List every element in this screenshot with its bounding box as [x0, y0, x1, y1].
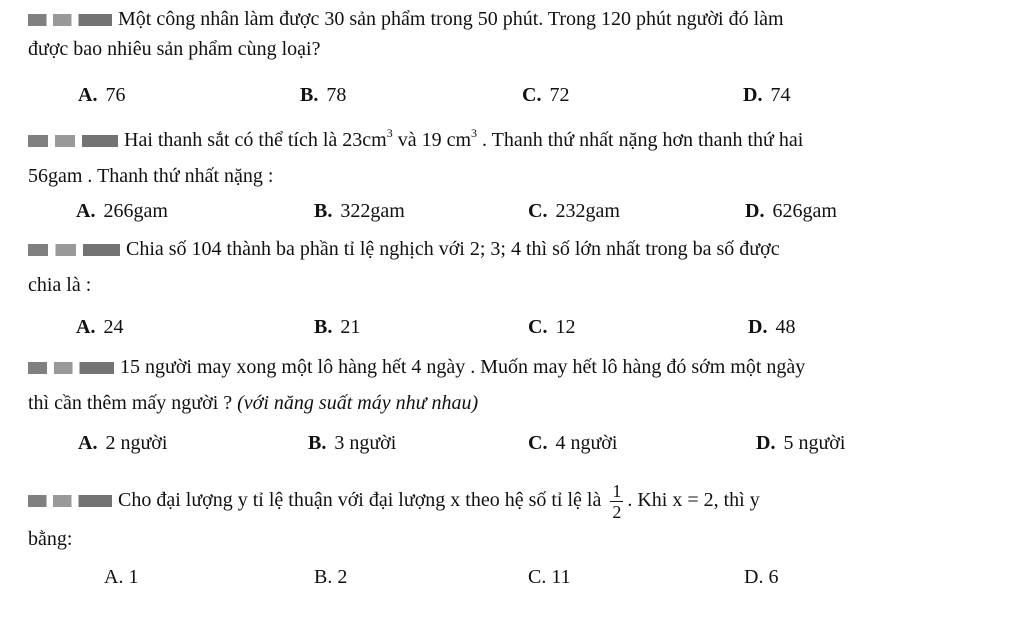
option-text: 78 — [326, 84, 347, 106]
question-3-text: Chia số 104 thành ba phần tỉ lệ nghịch với 2; 3; 4 thì số lớn nhất trong ba số được — [126, 238, 780, 260]
option-key: C. — [528, 566, 547, 588]
question-4-text: 15 người may xong một lô hàng hết 4 ngày . Muốn may hết lô hàng đó sớm một ngày — [120, 356, 806, 378]
question-1-options — [0, 84, 1024, 112]
redacted-label — [28, 14, 112, 26]
question-3 — [28, 234, 1014, 300]
option-a[interactable] — [76, 200, 168, 223]
question-3-options — [0, 316, 1024, 344]
option-text: 2 — [337, 566, 348, 588]
question-5-text-a: Cho đại lượng y tỉ lệ thuận với đại lượng x theo hệ số tỉ lệ là — [118, 489, 602, 511]
redacted-label — [28, 244, 120, 256]
option-key: C. — [528, 200, 548, 222]
question-4-stem-line1 — [28, 352, 1014, 382]
question-5-stem-line2: bằng: — [28, 528, 73, 550]
option-key: C. — [522, 84, 542, 106]
question-2-options — [0, 200, 1024, 228]
redacted-label — [28, 135, 118, 147]
option-text: 76 — [105, 84, 126, 106]
option-text: 12 — [555, 316, 576, 338]
option-text: 72 — [549, 84, 570, 106]
question-4-note: (với năng suất máy như nhau) — [237, 392, 479, 414]
question-2-stem-line1 — [28, 118, 1014, 155]
option-key: C. — [528, 432, 548, 454]
fraction-denominator: 2 — [612, 501, 622, 522]
option-key: A. — [104, 566, 124, 588]
question-5-stem-line1 — [28, 478, 1014, 522]
option-c[interactable] — [528, 200, 620, 223]
redacted-label — [28, 362, 114, 374]
option-c[interactable] — [528, 566, 571, 589]
question-1-stem-line2: được bao nhiêu sản phẩm cùng loại? — [28, 38, 321, 60]
option-key: B. — [300, 84, 319, 106]
option-key: D. — [743, 84, 763, 106]
question-2-text-c: . Thanh thứ nhất nặng hơn thanh thứ hai — [477, 129, 804, 151]
option-key: A. — [76, 316, 96, 338]
question-5-text-c: . Khi x = 2, thì y — [627, 489, 760, 511]
question-1 — [28, 4, 1014, 64]
option-text: 5 người — [783, 432, 846, 454]
option-b[interactable] — [308, 432, 396, 455]
option-key: B. — [314, 566, 333, 588]
option-d[interactable] — [745, 200, 837, 223]
question-4-stem-line2 — [28, 388, 1014, 418]
option-key: B. — [314, 200, 333, 222]
option-key: D. — [744, 566, 764, 588]
option-a[interactable] — [78, 84, 125, 107]
option-d[interactable] — [748, 316, 795, 339]
option-a[interactable] — [104, 566, 138, 589]
option-d[interactable] — [756, 432, 845, 455]
option-key: D. — [756, 432, 776, 454]
option-key: A. — [76, 200, 96, 222]
option-text: 266gam — [103, 200, 168, 222]
fraction-numerator: 1 — [612, 480, 622, 501]
option-b[interactable] — [314, 566, 347, 589]
option-text: 322gam — [340, 200, 405, 222]
option-text: 74 — [770, 84, 791, 106]
exponent: 3 — [386, 126, 393, 140]
question-2-stem-line2: 56gam . Thanh thứ nhất nặng : — [28, 165, 274, 187]
option-c[interactable] — [528, 432, 617, 455]
option-key: A. — [78, 432, 98, 454]
question-1-stem-line1 — [28, 4, 1014, 34]
option-b[interactable] — [314, 316, 360, 339]
option-c[interactable] — [528, 316, 575, 339]
exponent: 3 — [471, 126, 478, 140]
option-key: D. — [745, 200, 765, 222]
option-a[interactable] — [76, 316, 123, 339]
option-text: 232gam — [555, 200, 620, 222]
option-text: 21 — [340, 316, 361, 338]
option-key: C. — [528, 316, 548, 338]
option-b[interactable] — [314, 200, 405, 223]
option-text: 626gam — [772, 200, 837, 222]
question-4-text-line2: thì cần thêm mấy người ? — [28, 392, 233, 414]
fraction — [610, 481, 623, 522]
question-2-text-b: và 19 cm — [392, 129, 472, 151]
question-4 — [28, 352, 1014, 418]
option-text: 1 — [128, 566, 139, 588]
question-2 — [28, 118, 1014, 191]
option-key: B. — [314, 316, 333, 338]
option-text: 11 — [551, 566, 571, 588]
question-4-options — [0, 432, 1024, 460]
redacted-label — [28, 495, 112, 507]
option-c[interactable] — [522, 84, 569, 107]
question-5 — [28, 478, 1014, 554]
option-d[interactable] — [744, 566, 778, 589]
option-text: 48 — [775, 316, 796, 338]
option-text: 2 người — [105, 432, 168, 454]
question-2-text-a: Hai thanh sắt có thể tích là 23cm — [124, 129, 387, 151]
question-3-stem-line2: chia là : — [28, 274, 92, 296]
option-d[interactable] — [743, 84, 790, 107]
question-5-options — [0, 566, 1024, 594]
option-key: D. — [748, 316, 768, 338]
option-text: 6 — [768, 566, 779, 588]
option-text: 24 — [103, 316, 124, 338]
option-text: 4 người — [555, 432, 618, 454]
option-a[interactable] — [78, 432, 167, 455]
option-key: A. — [78, 84, 98, 106]
question-3-stem-line1 — [28, 234, 1014, 264]
option-text: 3 người — [334, 432, 397, 454]
option-key: B. — [308, 432, 327, 454]
question-1-text: Một công nhân làm được 30 sản phẩm trong 50 phút. Trong 120 phút người đó làm — [118, 8, 784, 30]
option-b[interactable] — [300, 84, 346, 107]
